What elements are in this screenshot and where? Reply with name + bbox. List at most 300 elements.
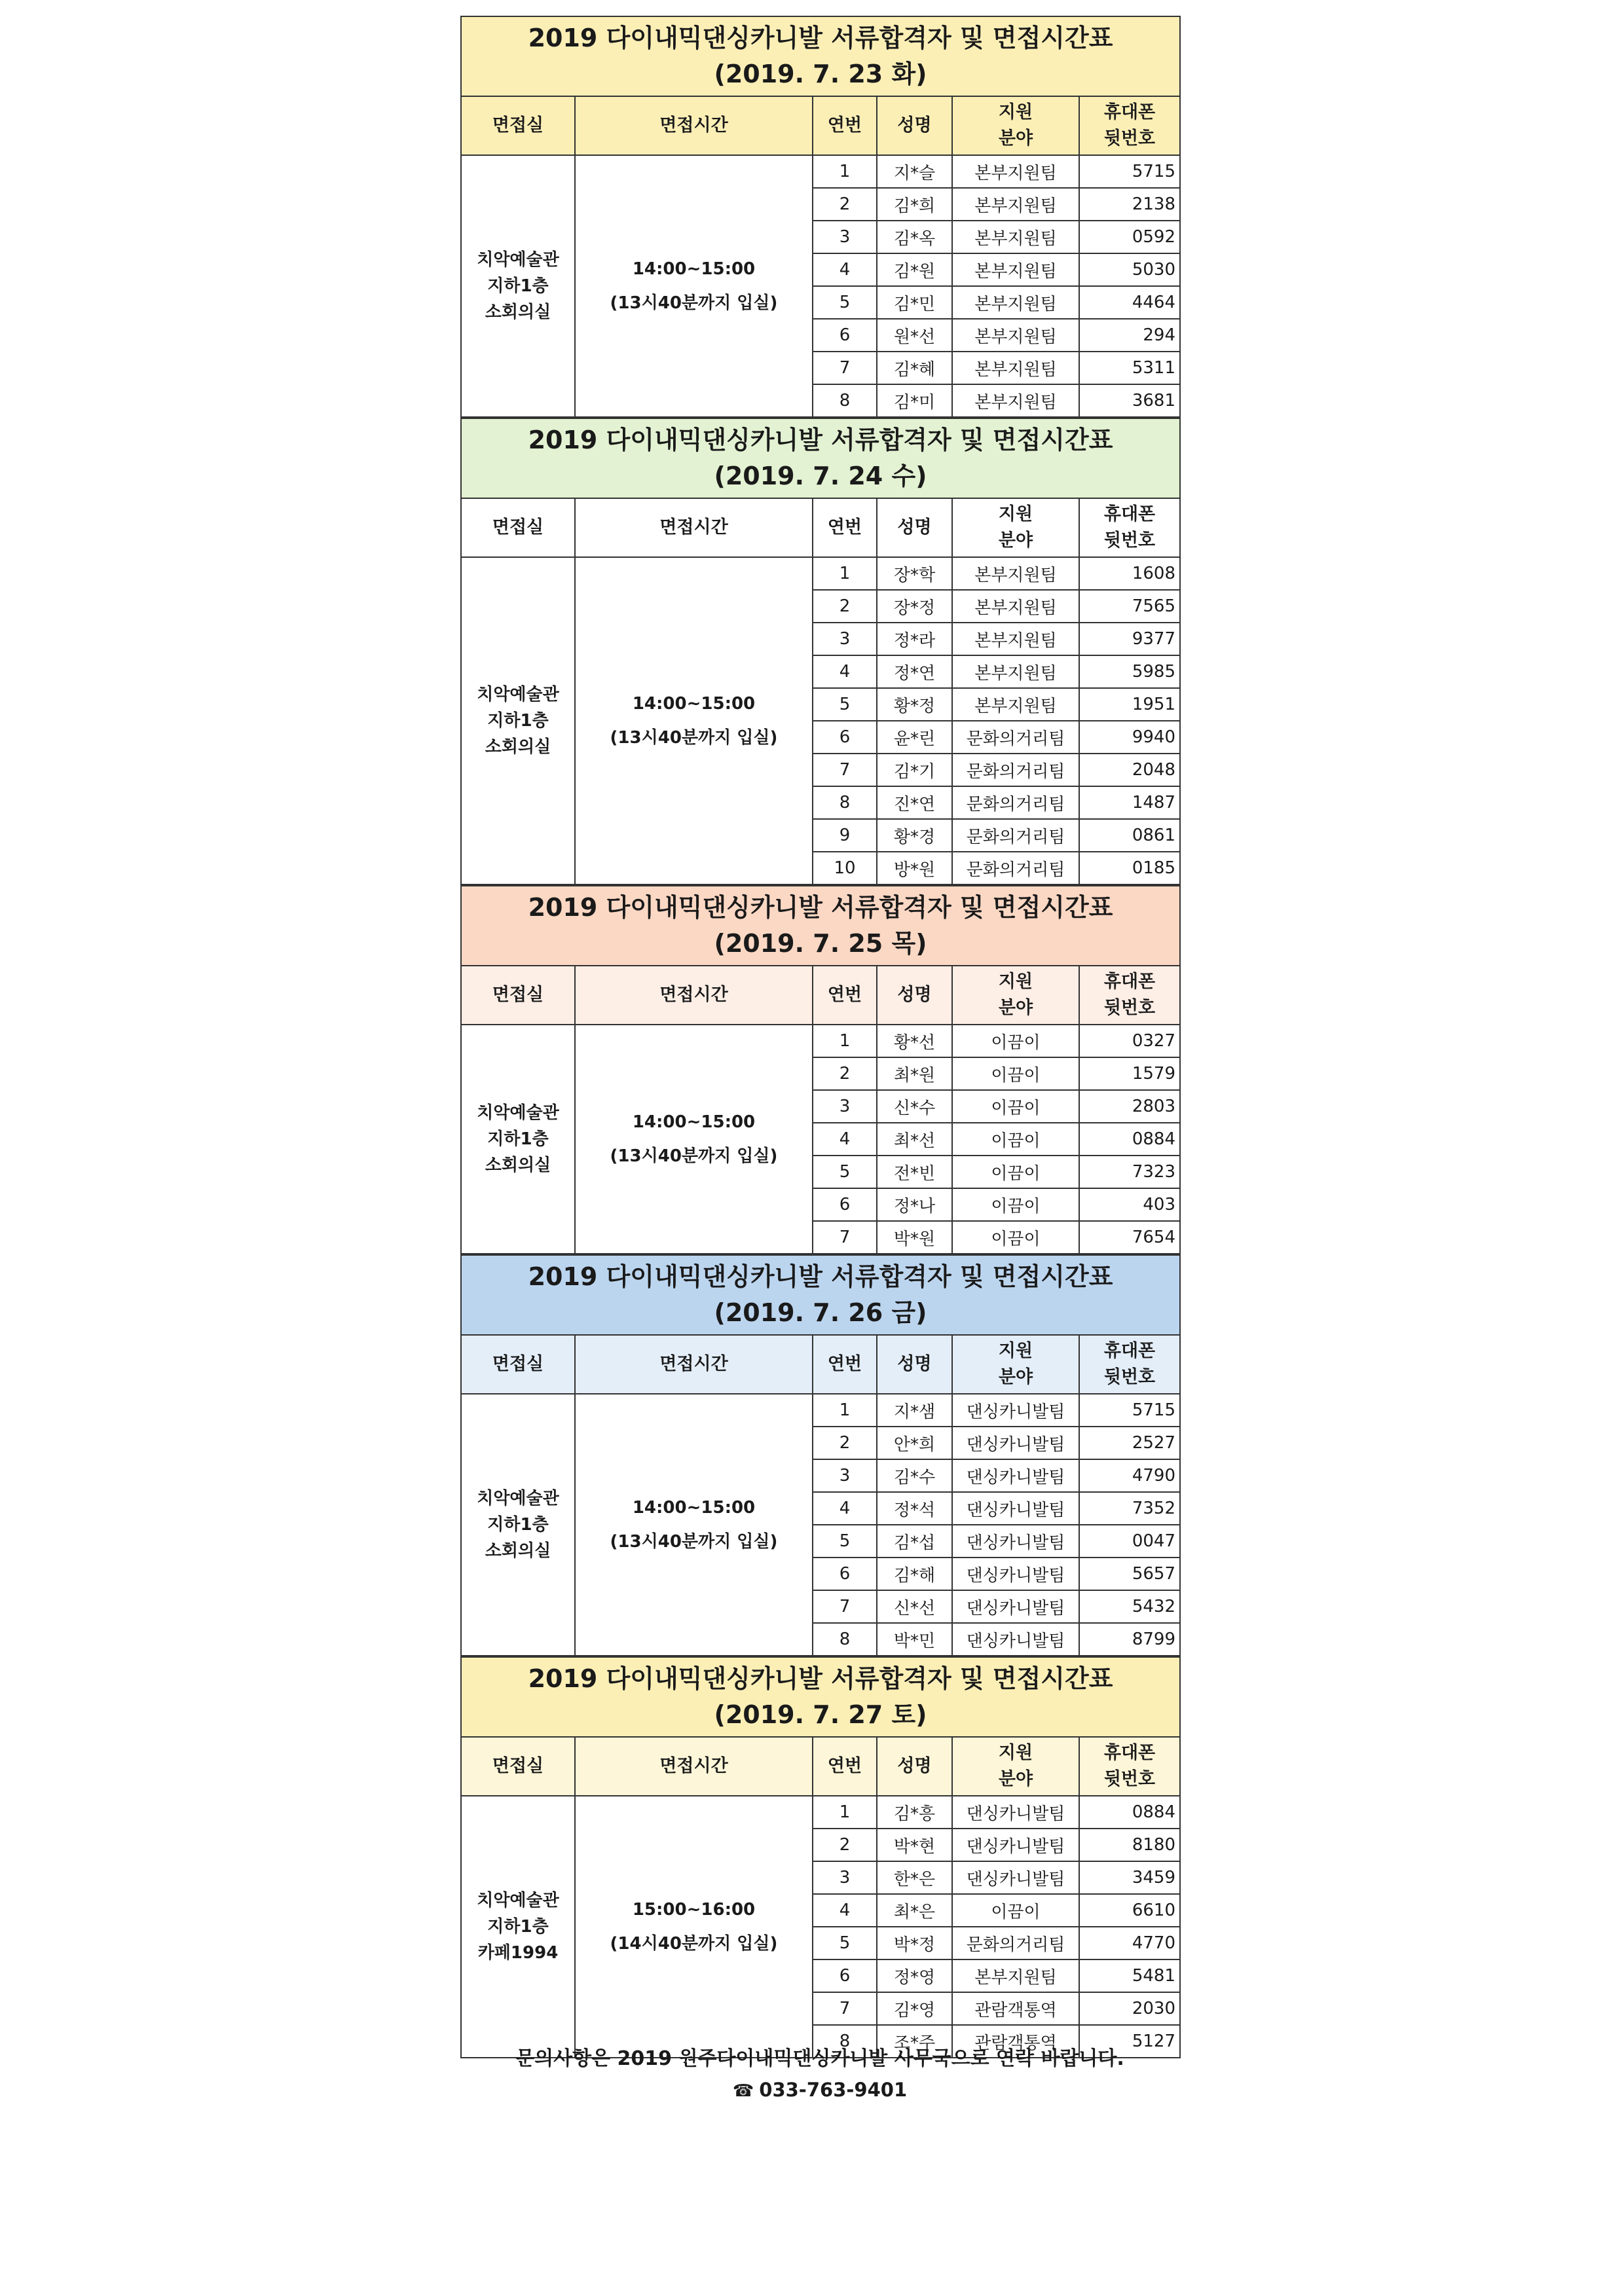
room-line: 지하1층 <box>487 1917 549 1937</box>
time-line: (13시40분까지 입실) <box>610 1146 778 1166</box>
room-line: 지하1층 <box>487 1515 549 1535</box>
header-name <box>877 1335 952 1394</box>
contact-footer <box>460 2043 1179 2105</box>
interview-time <box>575 1025 813 1254</box>
applicant-name: 김*혜 <box>877 352 952 384</box>
header-time-text: 면접시간 <box>659 115 728 136</box>
applicant-name: 황*선 <box>877 1025 952 1057</box>
row-number: 5 <box>813 286 877 319</box>
applicant-name: 김*수 <box>877 1459 952 1492</box>
telephone-icon: ☎ <box>732 2081 754 2101</box>
applicant-name: 신*선 <box>877 1590 952 1623</box>
phone-last-digits: 5657 <box>1079 1558 1180 1590</box>
header-no-text: 연번 <box>827 115 862 136</box>
header-time <box>575 1335 813 1394</box>
phone-last-digits: 1951 <box>1079 688 1180 721</box>
phone-last-digits: 0327 <box>1079 1025 1180 1057</box>
applied-field: 댄싱카니발팀 <box>952 1525 1079 1558</box>
applied-field: 본부지원팀 <box>952 319 1079 352</box>
schedule-title-text: 2019 다이내믹댄싱카니발 서류합격자 및 면접시간표 <box>528 426 1113 454</box>
applicant-name: 장*학 <box>877 557 952 590</box>
header-room-text: 면접실 <box>492 517 544 538</box>
room-line: 치악예술관 <box>477 1891 559 1910</box>
schedule-title <box>461 418 1180 498</box>
table-header-row <box>461 498 1180 557</box>
room-line: 지하1층 <box>487 1129 549 1149</box>
phone-last-digits: 7654 <box>1079 1221 1180 1254</box>
applicant-name: 최*은 <box>877 1894 952 1927</box>
header-time-text: 면접시간 <box>659 1756 728 1776</box>
phone-last-digits: 2030 <box>1079 1992 1180 2025</box>
applied-field: 문화의거리팀 <box>952 852 1079 884</box>
applied-field: 본부지원팀 <box>952 188 1079 221</box>
applied-field: 이끔이 <box>952 1057 1079 1090</box>
applied-field: 문화의거리팀 <box>952 754 1079 786</box>
schedule-table <box>460 16 1181 418</box>
header-room-text: 면접실 <box>492 1756 544 1776</box>
header-time-text: 면접시간 <box>659 1354 728 1374</box>
header-field-text: 분야 <box>998 530 1033 551</box>
header-phone <box>1079 1737 1180 1796</box>
room-line: 지하1층 <box>487 711 549 731</box>
header-time <box>575 498 813 557</box>
applicant-name: 황*정 <box>877 688 952 721</box>
table-header-row <box>461 1335 1180 1394</box>
applied-field: 본부지원팀 <box>952 253 1079 286</box>
table-header-row <box>461 96 1180 155</box>
phone-last-digits: 1608 <box>1079 557 1180 590</box>
applied-field: 댄싱카니발팀 <box>952 1492 1079 1525</box>
row-number: 6 <box>813 1959 877 1992</box>
header-phone-text: 휴대폰 <box>1103 1743 1156 1763</box>
phone-last-digits: 5311 <box>1079 352 1180 384</box>
row-number: 4 <box>813 655 877 688</box>
header-phone <box>1079 498 1180 557</box>
interview-time <box>575 1796 813 2058</box>
applicant-name: 장*정 <box>877 590 952 623</box>
phone-last-digits: 3459 <box>1079 1861 1180 1894</box>
schedule-title-text: 2019 다이내믹댄싱카니발 서류합격자 및 면접시간표 <box>528 24 1113 52</box>
schedule-title <box>461 886 1180 966</box>
header-phone-text: 뒷번호 <box>1103 998 1156 1018</box>
phone-last-digits: 7323 <box>1079 1156 1180 1188</box>
header-field <box>952 1737 1079 1796</box>
phone-last-digits: 9377 <box>1079 623 1180 655</box>
table-row <box>461 557 1180 590</box>
applicant-name: 김*기 <box>877 754 952 786</box>
schedule-title-text: 2019 다이내믹댄싱카니발 서류합격자 및 면접시간표 <box>528 1664 1113 1693</box>
header-no <box>813 498 877 557</box>
room-line: 치악예술관 <box>477 685 559 704</box>
header-room-text: 면접실 <box>492 1354 544 1374</box>
applicant-name: 김*흥 <box>877 1796 952 1829</box>
applicant-name: 박*정 <box>877 1927 952 1959</box>
phone-last-digits: 5715 <box>1079 155 1180 188</box>
applied-field: 댄싱카니발팀 <box>952 1394 1079 1427</box>
applied-field: 이끔이 <box>952 1221 1079 1254</box>
interview-time <box>575 1394 813 1656</box>
header-phone-text: 휴대폰 <box>1103 102 1156 122</box>
row-number: 4 <box>813 1123 877 1156</box>
phone-last-digits: 0047 <box>1079 1525 1180 1558</box>
applicant-name: 정*석 <box>877 1492 952 1525</box>
interview-time <box>575 155 813 417</box>
applicant-name: 최*원 <box>877 1057 952 1090</box>
phone-last-digits: 2138 <box>1079 188 1180 221</box>
applied-field: 본부지원팀 <box>952 286 1079 319</box>
header-room-text: 면접실 <box>492 985 544 1005</box>
header-field <box>952 96 1079 155</box>
room-line: 치악예술관 <box>477 1489 559 1508</box>
applicant-name: 정*나 <box>877 1188 952 1221</box>
header-field <box>952 498 1079 557</box>
contact-phone-line <box>460 2075 1179 2105</box>
interview-room <box>461 557 575 884</box>
phone-last-digits: 3681 <box>1079 384 1180 417</box>
schedule-date: (2019. 7. 25 목) <box>714 929 927 958</box>
applied-field: 이끔이 <box>952 1025 1079 1057</box>
phone-last-digits: 0185 <box>1079 852 1180 884</box>
room-line: 소회의실 <box>485 737 551 757</box>
applicant-name: 박*민 <box>877 1623 952 1656</box>
applied-field: 본부지원팀 <box>952 623 1079 655</box>
row-number: 10 <box>813 852 877 884</box>
applied-field: 본부지원팀 <box>952 1959 1079 1992</box>
header-field-text: 지원 <box>998 504 1033 524</box>
phone-last-digits: 0884 <box>1079 1123 1180 1156</box>
schedule-title <box>461 1657 1180 1737</box>
row-number: 7 <box>813 1992 877 2025</box>
header-phone <box>1079 96 1180 155</box>
room-line: 카페1994 <box>477 1943 559 1963</box>
applied-field: 이끔이 <box>952 1188 1079 1221</box>
room-line: 치악예술관 <box>477 1103 559 1123</box>
row-number: 2 <box>813 1427 877 1459</box>
applicant-name: 지*샘 <box>877 1394 952 1427</box>
header-time-text: 면접시간 <box>659 985 728 1005</box>
phone-last-digits: 8799 <box>1079 1623 1180 1656</box>
interview-room <box>461 1796 575 2058</box>
applicant-name: 신*수 <box>877 1090 952 1123</box>
row-number: 2 <box>813 1829 877 1861</box>
row-number: 9 <box>813 819 877 852</box>
applicant-name: 김*옥 <box>877 221 952 253</box>
applied-field: 본부지원팀 <box>952 655 1079 688</box>
schedule-table <box>460 1656 1181 2058</box>
applicant-name: 김*해 <box>877 1558 952 1590</box>
applied-field: 문화의거리팀 <box>952 819 1079 852</box>
phone-last-digits: 0592 <box>1079 221 1180 253</box>
phone-last-digits: 2803 <box>1079 1090 1180 1123</box>
phone-last-digits: 4790 <box>1079 1459 1180 1492</box>
applied-field: 본부지원팀 <box>952 590 1079 623</box>
applied-field: 댄싱카니발팀 <box>952 1558 1079 1590</box>
table-row <box>461 155 1180 188</box>
applicant-name: 최*선 <box>877 1123 952 1156</box>
schedule-table <box>460 885 1181 1254</box>
phone-last-digits: 2527 <box>1079 1427 1180 1459</box>
row-number: 7 <box>813 352 877 384</box>
header-no <box>813 966 877 1025</box>
header-phone-text: 휴대폰 <box>1103 1341 1156 1361</box>
applied-field: 이끔이 <box>952 1156 1079 1188</box>
applied-field: 본부지원팀 <box>952 221 1079 253</box>
row-number: 8 <box>813 786 877 819</box>
row-number: 3 <box>813 1090 877 1123</box>
applicant-name: 김*원 <box>877 253 952 286</box>
time-line: (13시40분까지 입실) <box>610 293 778 313</box>
header-field-text: 지원 <box>998 1743 1033 1763</box>
schedule-table <box>460 1254 1181 1656</box>
header-name-text: 성명 <box>897 1354 932 1374</box>
applied-field: 댄싱카니발팀 <box>952 1459 1079 1492</box>
phone-last-digits: 5432 <box>1079 1590 1180 1623</box>
header-field-text: 분야 <box>998 1769 1033 1789</box>
header-phone <box>1079 966 1180 1025</box>
applied-field: 문화의거리팀 <box>952 1927 1079 1959</box>
header-field-text: 분야 <box>998 998 1033 1018</box>
row-number: 5 <box>813 688 877 721</box>
header-name-text: 성명 <box>897 517 932 538</box>
header-phone-text: 뒷번호 <box>1103 1769 1156 1789</box>
phone-last-digits: 5715 <box>1079 1394 1180 1427</box>
applicant-name: 윤*린 <box>877 721 952 754</box>
header-time <box>575 96 813 155</box>
room-line: 소회의실 <box>485 302 551 322</box>
applied-field: 댄싱카니발팀 <box>952 1829 1079 1861</box>
applied-field: 관람객통역 <box>952 2025 1079 2058</box>
schedule-list <box>460 16 1179 2058</box>
applied-field: 본부지원팀 <box>952 384 1079 417</box>
header-phone-text: 뒷번호 <box>1103 128 1156 149</box>
table-header-row <box>461 1737 1180 1796</box>
header-room-text: 면접실 <box>492 115 544 136</box>
table-header-row <box>461 966 1180 1025</box>
time-line: 14:00~15:00 <box>632 694 756 714</box>
room-line: 지하1층 <box>487 276 549 296</box>
header-phone-text: 뒷번호 <box>1103 530 1156 551</box>
header-room <box>461 498 575 557</box>
applied-field: 댄싱카니발팀 <box>952 1427 1079 1459</box>
row-number: 3 <box>813 221 877 253</box>
applicant-name: 방*원 <box>877 852 952 884</box>
applied-field: 댄싱카니발팀 <box>952 1590 1079 1623</box>
time-line: (13시40분까지 입실) <box>610 1532 778 1552</box>
row-number: 5 <box>813 1927 877 1959</box>
phone-last-digits: 0884 <box>1079 1796 1180 1829</box>
time-line: 14:00~15:00 <box>632 259 756 279</box>
header-field-text: 분야 <box>998 1367 1033 1387</box>
header-no <box>813 1335 877 1394</box>
time-line: (13시40분까지 입실) <box>610 728 778 748</box>
applicant-name: 한*은 <box>877 1861 952 1894</box>
header-name <box>877 966 952 1025</box>
applicant-name: 조*주 <box>877 2025 952 2058</box>
time-line: 14:00~15:00 <box>632 1498 756 1518</box>
contact-notice: 문의사항은 2019 원주다이내믹댄싱카니발 사무국으로 연락 바랍니다. <box>515 2047 1124 2070</box>
table-row <box>461 1025 1180 1057</box>
row-number: 6 <box>813 319 877 352</box>
applicant-name: 박*현 <box>877 1829 952 1861</box>
header-field-text: 지원 <box>998 972 1033 992</box>
schedule-title <box>461 16 1180 96</box>
header-field <box>952 966 1079 1025</box>
interview-room <box>461 155 575 417</box>
applicant-name: 원*선 <box>877 319 952 352</box>
row-number: 1 <box>813 557 877 590</box>
phone-last-digits: 5985 <box>1079 655 1180 688</box>
row-number: 8 <box>813 2025 877 2058</box>
header-no <box>813 96 877 155</box>
schedule-date: (2019. 7. 27 토) <box>714 1700 927 1729</box>
row-number: 8 <box>813 1623 877 1656</box>
row-number: 5 <box>813 1525 877 1558</box>
schedule-title <box>461 1255 1180 1335</box>
schedule-date: (2019. 7. 23 화) <box>714 60 927 88</box>
header-name-text: 성명 <box>897 115 932 136</box>
header-no-text: 연번 <box>827 1354 862 1374</box>
row-number: 3 <box>813 1459 877 1492</box>
schedule-table <box>460 418 1181 885</box>
row-number: 6 <box>813 1188 877 1221</box>
row-number: 1 <box>813 1796 877 1829</box>
header-room <box>461 966 575 1025</box>
header-time-text: 면접시간 <box>659 517 728 538</box>
row-number: 6 <box>813 1558 877 1590</box>
row-number: 4 <box>813 1894 877 1927</box>
phone-last-digits: 294 <box>1079 319 1180 352</box>
applicant-name: 정*라 <box>877 623 952 655</box>
row-number: 3 <box>813 623 877 655</box>
applicant-name: 전*빈 <box>877 1156 952 1188</box>
applied-field: 이끔이 <box>952 1123 1079 1156</box>
phone-last-digits: 5481 <box>1079 1959 1180 1992</box>
row-number: 1 <box>813 1394 877 1427</box>
row-number: 2 <box>813 590 877 623</box>
applicant-name: 김*영 <box>877 1992 952 2025</box>
phone-last-digits: 1487 <box>1079 786 1180 819</box>
applied-field: 이끔이 <box>952 1090 1079 1123</box>
schedule-title-text: 2019 다이내믹댄싱카니발 서류합격자 및 면접시간표 <box>528 893 1113 922</box>
header-room <box>461 96 575 155</box>
header-field-text: 지원 <box>998 102 1033 122</box>
row-number: 3 <box>813 1861 877 1894</box>
room-line: 소회의실 <box>485 1156 551 1175</box>
schedule-date: (2019. 7. 26 금) <box>714 1298 927 1327</box>
header-phone-text: 휴대폰 <box>1103 504 1156 524</box>
interview-time <box>575 557 813 884</box>
header-time <box>575 966 813 1025</box>
phone-last-digits: 7565 <box>1079 590 1180 623</box>
applicant-name: 김*미 <box>877 384 952 417</box>
row-number: 5 <box>813 1156 877 1188</box>
applicant-name: 김*희 <box>877 188 952 221</box>
row-number: 2 <box>813 188 877 221</box>
applied-field: 문화의거리팀 <box>952 721 1079 754</box>
applied-field: 이끔이 <box>952 1894 1079 1927</box>
row-number: 1 <box>813 1025 877 1057</box>
schedule-date: (2019. 7. 24 수) <box>714 462 927 490</box>
applicant-name: 정*영 <box>877 1959 952 1992</box>
room-line: 치악예술관 <box>477 250 559 270</box>
time-line: (14시40분까지 입실) <box>610 1934 778 1954</box>
header-field-text: 분야 <box>998 128 1033 149</box>
room-line: 소회의실 <box>485 1541 551 1561</box>
phone-last-digits: 7352 <box>1079 1492 1180 1525</box>
applicant-name: 정*연 <box>877 655 952 688</box>
phone-last-digits: 6610 <box>1079 1894 1180 1927</box>
applicant-name: 김*민 <box>877 286 952 319</box>
applied-field: 본부지원팀 <box>952 155 1079 188</box>
row-number: 7 <box>813 1221 877 1254</box>
header-room <box>461 1737 575 1796</box>
applied-field: 본부지원팀 <box>952 557 1079 590</box>
interview-room <box>461 1394 575 1656</box>
row-number: 1 <box>813 155 877 188</box>
applicant-name: 안*희 <box>877 1427 952 1459</box>
row-number: 4 <box>813 1492 877 1525</box>
table-row <box>461 1796 1180 1829</box>
header-room <box>461 1335 575 1394</box>
header-no-text: 연번 <box>827 985 862 1005</box>
row-number: 2 <box>813 1057 877 1090</box>
header-time <box>575 1737 813 1796</box>
interview-room <box>461 1025 575 1254</box>
phone-last-digits: 5127 <box>1079 2025 1180 2058</box>
applied-field: 댄싱카니발팀 <box>952 1861 1079 1894</box>
time-line: 15:00~16:00 <box>632 1900 756 1920</box>
phone-last-digits: 4770 <box>1079 1927 1180 1959</box>
row-number: 8 <box>813 384 877 417</box>
header-phone <box>1079 1335 1180 1394</box>
header-no <box>813 1737 877 1796</box>
schedule-title-text: 2019 다이내믹댄싱카니발 서류합격자 및 면접시간표 <box>528 1262 1113 1291</box>
header-name-text: 성명 <box>897 1756 932 1776</box>
applied-field: 본부지원팀 <box>952 352 1079 384</box>
header-name <box>877 498 952 557</box>
phone-last-digits: 9940 <box>1079 721 1180 754</box>
header-name-text: 성명 <box>897 985 932 1005</box>
phone-last-digits: 5030 <box>1079 253 1180 286</box>
applicant-name: 황*경 <box>877 819 952 852</box>
applied-field: 문화의거리팀 <box>952 786 1079 819</box>
applied-field: 댄싱카니발팀 <box>952 1796 1079 1829</box>
applied-field: 댄싱카니발팀 <box>952 1623 1079 1656</box>
row-number: 6 <box>813 721 877 754</box>
header-phone-text: 휴대폰 <box>1103 972 1156 992</box>
header-no-text: 연번 <box>827 517 862 538</box>
applicant-name: 지*슬 <box>877 155 952 188</box>
applied-field: 관람객통역 <box>952 1992 1079 2025</box>
phone-last-digits: 0861 <box>1079 819 1180 852</box>
header-no-text: 연번 <box>827 1756 862 1776</box>
header-field <box>952 1335 1079 1394</box>
row-number: 4 <box>813 253 877 286</box>
applicant-name: 진*연 <box>877 786 952 819</box>
phone-last-digits: 2048 <box>1079 754 1180 786</box>
header-phone-text: 뒷번호 <box>1103 1367 1156 1387</box>
applicant-name: 김*섭 <box>877 1525 952 1558</box>
phone-last-digits: 8180 <box>1079 1829 1180 1861</box>
header-field-text: 지원 <box>998 1341 1033 1361</box>
row-number: 7 <box>813 1590 877 1623</box>
time-line: 14:00~15:00 <box>632 1112 756 1132</box>
applied-field: 본부지원팀 <box>952 688 1079 721</box>
phone-last-digits: 1579 <box>1079 1057 1180 1090</box>
header-name <box>877 96 952 155</box>
contact-phone-number: 033-763-9401 <box>759 2079 908 2101</box>
header-name <box>877 1737 952 1796</box>
